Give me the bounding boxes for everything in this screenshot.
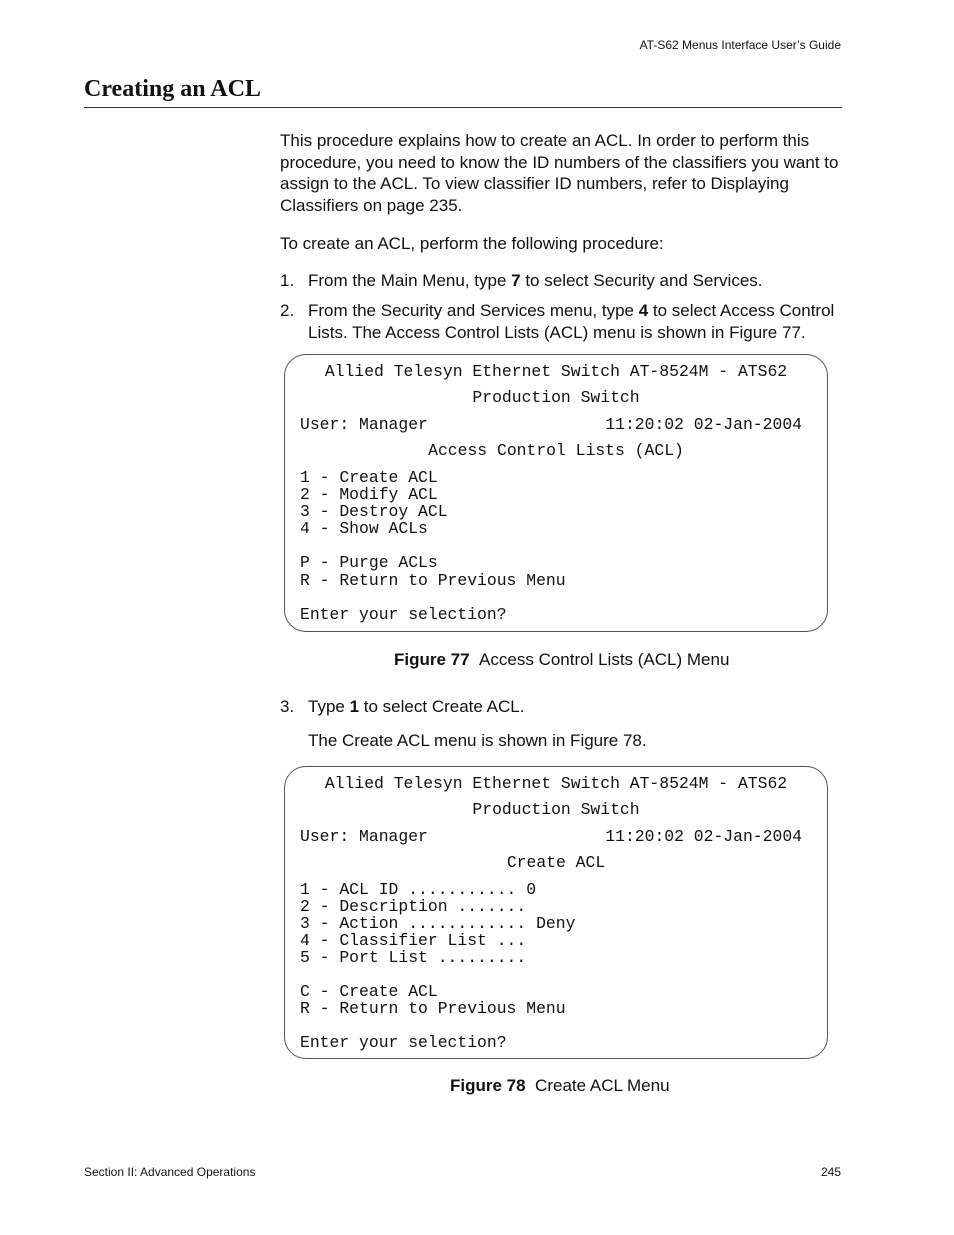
menu-option: 5 - Port List .........: [300, 948, 527, 967]
screen-user: User: Manager: [300, 827, 428, 846]
step-1: [280, 270, 842, 292]
step-number: 1.: [280, 271, 295, 290]
menu-option: 3 - Destroy ACL: [300, 502, 448, 521]
menu-option: 2 - Description .......: [300, 897, 527, 916]
screen-datetime: 11:20:02 02-Jan-2004: [605, 827, 802, 846]
step-key: 7: [511, 271, 521, 290]
screen-subtitle: Production Switch: [472, 800, 640, 819]
menu-option: P - Purge ACLs: [300, 553, 438, 572]
figure-77-caption: Figure 77 Access Control Lists (ACL) Menu: [394, 650, 730, 669]
screen-banner: Allied Telesyn Ethernet Switch AT-8524M - ATS62: [324, 362, 788, 381]
intro-paragraph: This procedure explains how to create an ACL. In order to perform this procedure, you need to know the ID numbers of the classifiers you want to assign to the ACL. To view classifier ID numbers, refer to Displaying Classifiers on page 235.: [280, 131, 839, 215]
create-acl-menu-screen: [284, 766, 828, 1059]
acl-menu-screen: [284, 354, 828, 632]
screen-banner: Allied Telesyn Ethernet Switch AT-8524M - ATS62: [324, 774, 788, 793]
footer-section: Section II: Advanced Operations: [84, 1165, 256, 1179]
step-3-note: The Create ACL menu is shown in Figure 78.: [308, 731, 647, 750]
menu-option: 1 - Create ACL: [300, 468, 438, 487]
screen-menu-title: Access Control Lists (ACL): [428, 441, 684, 460]
menu-option: 3 - Action ............ Deny: [300, 914, 576, 933]
step-key: 4: [638, 301, 649, 320]
screen-datetime: 11:20:02 02-Jan-2004: [605, 415, 802, 434]
step-key: 1: [349, 697, 360, 716]
procedure-lead-in: To create an ACL, perform the following procedure:: [280, 234, 664, 253]
screen-menu-title: Create ACL: [506, 853, 606, 872]
figure-78-caption: Figure 78 Create ACL Menu: [450, 1076, 670, 1095]
menu-option: C - Create ACL: [300, 982, 438, 1001]
running-header: AT-S62 Menus Interface User’s Guide: [639, 38, 841, 52]
screen-prompt: Enter your selection?: [300, 605, 507, 624]
menu-option: 2 - Modify ACL: [300, 485, 438, 504]
step-number: 2.: [280, 301, 295, 320]
screen-user: User: Manager: [300, 415, 428, 434]
step-2: [280, 300, 842, 343]
menu-option: 1 - ACL ID ........... 0: [300, 880, 537, 899]
menu-option: 4 - Classifier List ...: [300, 931, 527, 950]
menu-option: R - Return to Previous Menu: [300, 999, 566, 1018]
step-text: From the Main Menu, type 7 to select Security and Services.: [308, 271, 763, 290]
menu-option: 4 - Show ACLs: [300, 519, 428, 538]
section-title: Creating an ACL: [84, 76, 842, 108]
screen-prompt: Enter your selection?: [300, 1033, 507, 1052]
screen-subtitle: Production Switch: [472, 388, 640, 407]
page-number: 245: [820, 1165, 841, 1179]
step-text: Type 1 to select Create ACL.: [308, 697, 525, 716]
menu-option: R - Return to Previous Menu: [300, 571, 566, 590]
step-number: 3.: [280, 697, 295, 716]
step-3: [280, 696, 842, 718]
step-text: From the Security and Services menu, type 4 to select Access Control Lists. The Access Control Lists (ACL) menu is shown in Figure 77.: [308, 301, 835, 342]
